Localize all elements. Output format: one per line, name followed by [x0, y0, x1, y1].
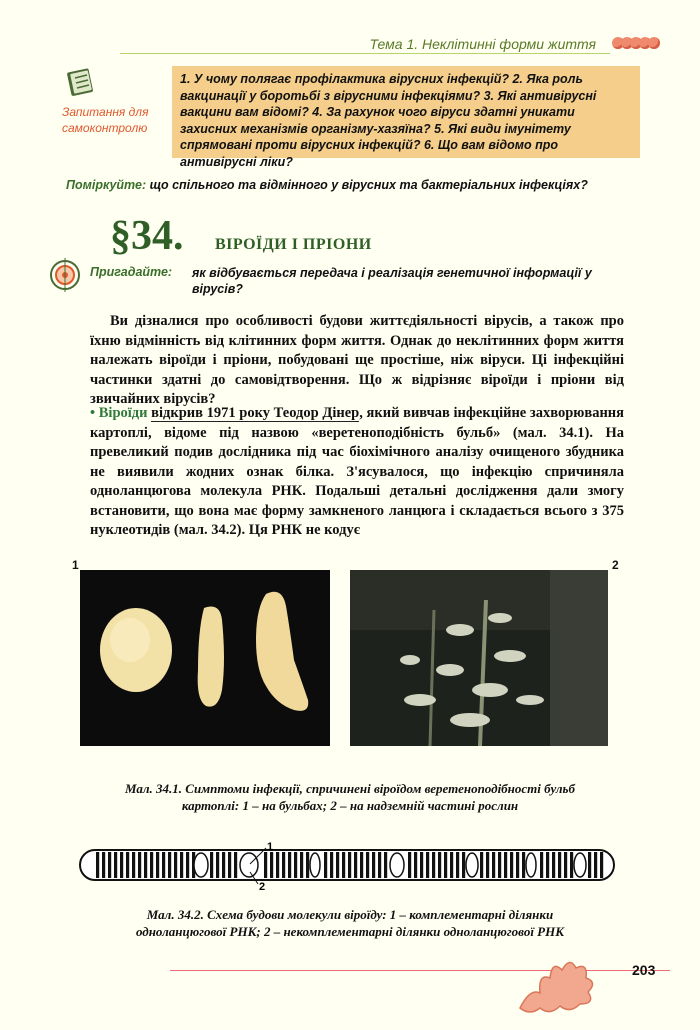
rna-base-pair-bar	[426, 852, 429, 878]
selfcheck-questions-box	[172, 66, 640, 169]
rna-loop	[310, 853, 320, 877]
rna-base-pair-bar	[336, 852, 339, 878]
body-paragraph-1: Ви дізналися про особливості будови життєдіяльності вірусів, а також про їхню відмінність від клітинних форм життя. Однак до неклітинних форм життя належать віроїди і пріони, побудовані ще простіше, ніж віруси. Ці інфекційні частинки здатні до самовідтворення. Що ж відрізняє віроїди і пріони від звичайних вірусів?	[90, 313, 624, 407]
section-number: §34.	[110, 213, 184, 259]
rna-base-pair-bar	[408, 852, 411, 878]
rna-base-pair-bar	[102, 852, 105, 878]
rna-base-pair-bar	[516, 852, 519, 878]
think-text: що спільного та відмінного у вірусних та бактеріальних інфекціях?	[146, 178, 588, 192]
rna-loop	[390, 853, 404, 877]
discovery-underlined: відкрив 1971 року Теодор Дінер	[151, 405, 360, 421]
think-label: Поміркуйте:	[66, 178, 147, 192]
rna-base-pair-bar	[324, 852, 327, 878]
rna-base-pair-bar	[96, 852, 99, 878]
rna-base-pair-bar	[372, 852, 375, 878]
page-header	[120, 34, 680, 56]
viroid-rna-diagram	[74, 840, 620, 894]
rna-base-pair-bar	[498, 852, 501, 878]
target-icon	[48, 258, 82, 292]
header-rule	[120, 53, 610, 54]
rna-loop	[240, 853, 258, 877]
figure-34-1-caption-line2: картоплі: 1 – на бульбах; 2 – на надземній частині рослин	[181, 798, 519, 813]
rna-base-pair-bar	[420, 852, 423, 878]
rna-base-pair-bar	[546, 852, 549, 878]
rna-base-pair-bar	[162, 852, 165, 878]
rna-base-pair-bar	[510, 852, 513, 878]
section-title: ВІРОЇДИ І ПРІОНИ	[215, 236, 372, 253]
rna-base-pair-bar	[378, 852, 381, 878]
rna-base-pair-bar	[228, 852, 231, 878]
rna-base-pair-bar	[366, 852, 369, 878]
rna-base-pair-bar	[450, 852, 453, 878]
rna-label-1: 1	[267, 841, 274, 853]
rna-loop	[574, 853, 586, 877]
rna-base-pair-bar	[558, 852, 561, 878]
figure-1-number: 1	[72, 558, 79, 572]
rna-base-pair-bar	[168, 852, 171, 878]
rna-base-pair-bar	[270, 852, 273, 878]
rna-base-pair-bar	[156, 852, 159, 878]
remember-label: Пригадайте:	[90, 265, 173, 279]
rna-base-pair-bar	[504, 852, 507, 878]
rna-base-pair-bar	[120, 852, 123, 878]
rna-base-pair-bar	[300, 852, 303, 878]
rna-base-pair-bar	[432, 852, 435, 878]
rna-base-pair-bar	[588, 852, 591, 878]
rna-base-pair-bar	[444, 852, 447, 878]
coral-decoration-icon	[510, 948, 600, 1018]
rna-base-pair-bar	[600, 852, 603, 878]
rna-base-pair-bar	[384, 852, 387, 878]
rna-base-pair-bar	[144, 852, 147, 878]
rna-base-pair-bar	[414, 852, 417, 878]
figure-34-2-caption-line2: одноланцюгової РНК; 2 – некомплементарні ділянки одноланцюгової РНК	[135, 924, 565, 939]
rna-base-pair-bar	[348, 852, 351, 878]
rna-base-pair-bar	[330, 852, 333, 878]
figure-2-number: 2	[612, 558, 619, 572]
rna-base-pair-bar	[342, 852, 345, 878]
figure-34-1-caption	[60, 780, 640, 814]
selfcheck-label	[62, 104, 172, 136]
selfcheck-label-line2: самоконтролю	[62, 121, 148, 135]
rna-base-pair-bar	[594, 852, 597, 878]
rna-loop	[526, 853, 536, 877]
infected-plant-photo	[350, 570, 608, 746]
rna-label-2: 2	[259, 881, 266, 893]
rna-base-pair-bar	[216, 852, 219, 878]
rna-base-pair-bar	[222, 852, 225, 878]
rna-base-pair-bar	[438, 852, 441, 878]
rna-base-pair-bar	[186, 852, 189, 878]
rna-loop	[194, 853, 208, 877]
rna-base-pair-bar	[114, 852, 117, 878]
potato-tubers-photo	[80, 570, 330, 746]
figure-34-1-caption-line1: Мал. 34.1. Симптоми інфекції, спричинені віроїдом веретеноподібності бульб	[125, 781, 575, 796]
rna-base-pair-bar	[132, 852, 135, 878]
rna-base-pair-bar	[354, 852, 357, 878]
rna-base-pair-bar	[210, 852, 213, 878]
rna-base-pair-bar	[138, 852, 141, 878]
rna-base-pair-bar	[486, 852, 489, 878]
rna-base-pair-bar	[234, 852, 237, 878]
notebook-icon	[66, 66, 96, 98]
rna-base-pair-bar	[462, 852, 465, 878]
header-beads-decor	[612, 36, 668, 50]
rna-base-pair-bar	[570, 852, 573, 878]
rna-base-pair-bar	[294, 852, 297, 878]
rna-base-pair-bar	[150, 852, 153, 878]
body-paragraph-2	[90, 404, 624, 541]
rna-base-pair-bar	[264, 852, 267, 878]
selfcheck-questions: 1. У чому полягає профілактика вірусних інфекцій? 2. Яка роль вакцинації у боротьбі з вірусними інфекціями? 3. Які антивірусні вакцини вам відомі? 4. За рахунок чого віруси здатні уникати захисних механізмів організму-хазяїна? 5. Які види імунітету спрямовані проти вірусних інфекцій? 6. Що вам відомо про антивірусні ліки?	[180, 72, 597, 169]
figure-34-2-caption	[60, 906, 640, 940]
rna-base-pair-bar	[174, 852, 177, 878]
rna-base-pair-bar	[288, 852, 291, 878]
rna-base-pair-bar	[522, 852, 525, 878]
rna-base-pair-bar	[276, 852, 279, 878]
page-number: 203	[632, 962, 656, 978]
rna-base-pair-bar	[282, 852, 285, 878]
remember-text: як відбувається передача і реалізація генетичної інформації у вірусів?	[192, 266, 592, 296]
rna-base-pair-bar	[540, 852, 543, 878]
body-paragraph-2-rest: , який вивчав інфекційне захворювання картоплі, відоме під назвою «веретеноподібність бульб» (мал. 34.1). На превеликий подив дослідника під час біохімічного аналізу очищеного збудника не виявили жодних ознак білка. З'ясувалося, що інфекцію спричиняла одноланцюгова молекула РНК. Подальші детальні дослідження дали змогу встановити, що вона має форму замкненого ланцюга і складається всього з 375 нуклеотидів (мал. 34.2). Ця РНК не кодує	[90, 405, 625, 538]
rna-base-pair-bar	[564, 852, 567, 878]
rna-base-pair-bar	[456, 852, 459, 878]
rna-loop	[466, 853, 478, 877]
rna-base-pair-bar	[108, 852, 111, 878]
rna-base-pair-bar	[360, 852, 363, 878]
think-prompt	[66, 178, 666, 192]
selfcheck-label-line1: Запитання для	[62, 105, 149, 119]
rna-base-pair-bar	[492, 852, 495, 878]
figure-34-2-caption-line1: Мал. 34.2. Схема будови молекули віроїду: 1 – комплементарні ділянки	[146, 907, 554, 922]
rna-base-pair-bar	[180, 852, 183, 878]
rna-base-pair-bar	[126, 852, 129, 878]
rna-base-pair-bar	[480, 852, 483, 878]
rna-base-pair-bar	[552, 852, 555, 878]
header-title: Тема 1. Неклітинні форми життя	[369, 36, 596, 52]
viroids-term: • Віроїди	[90, 405, 148, 421]
rna-base-pair-bar	[306, 852, 309, 878]
